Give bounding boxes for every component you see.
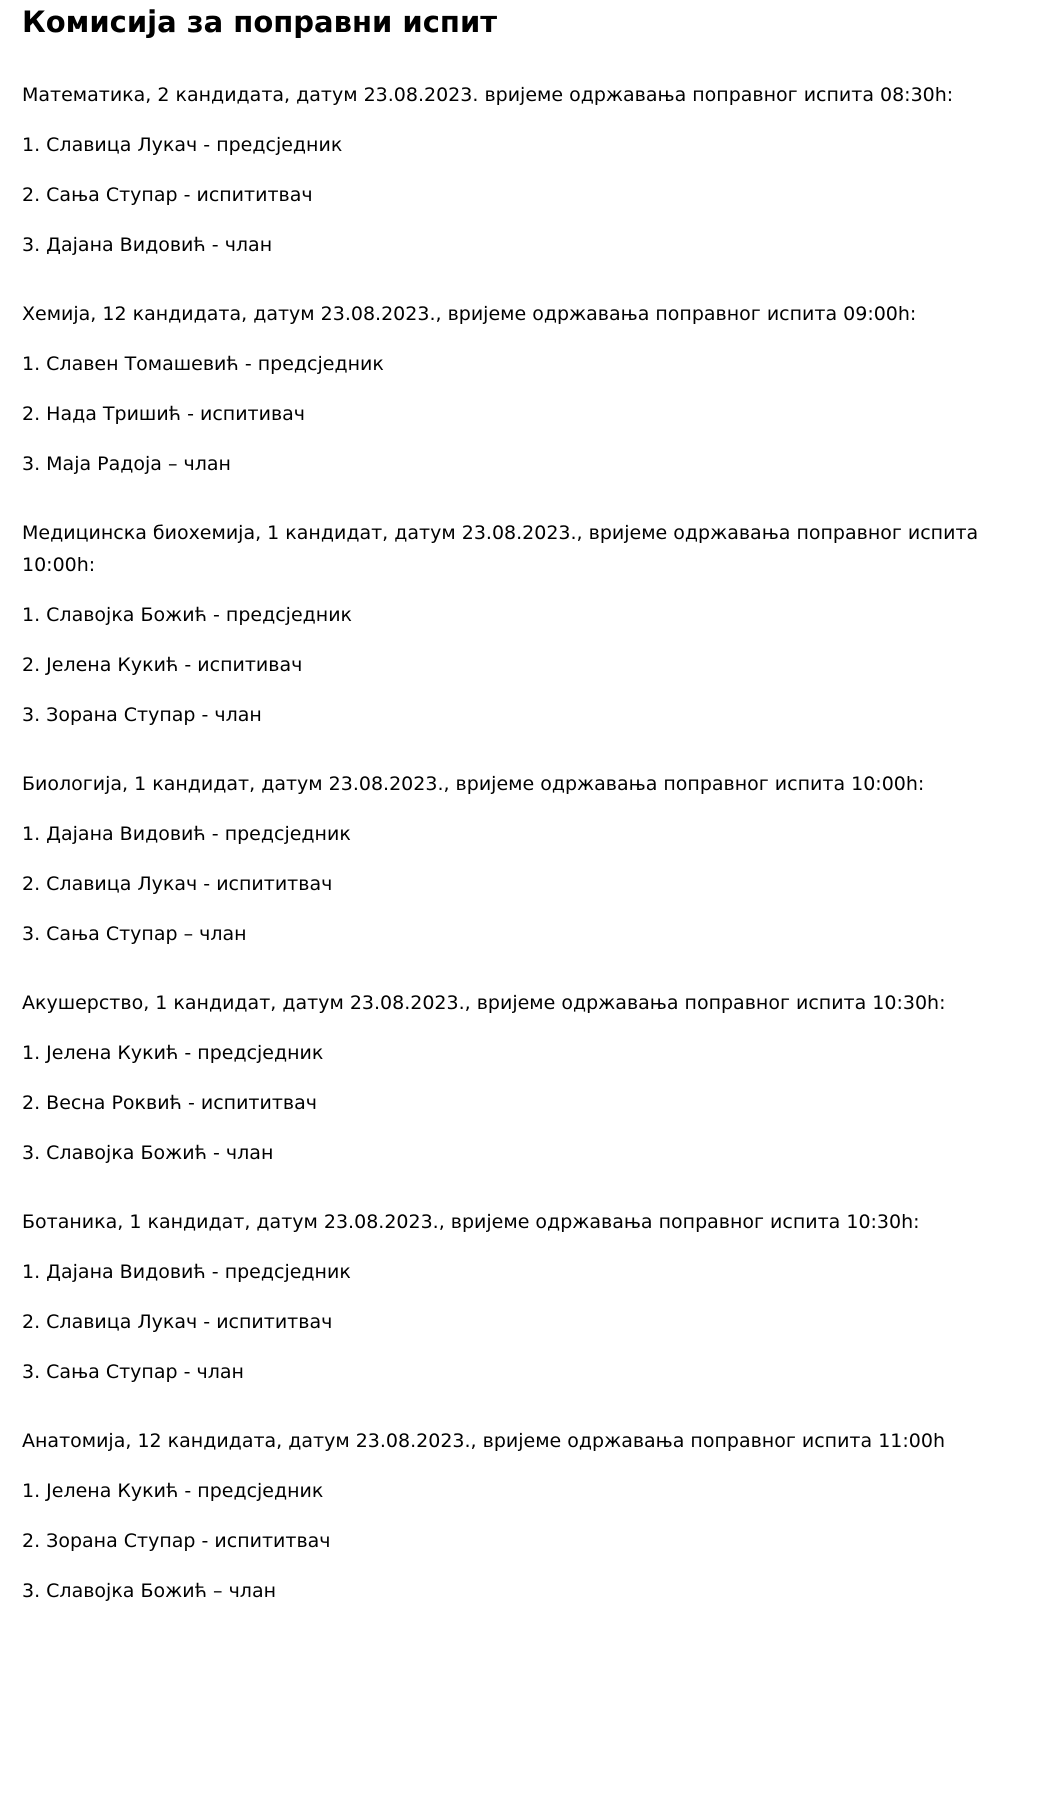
exam-section-botany	[22, 1206, 1025, 1388]
exam-section-biology	[22, 768, 1025, 950]
section-heading: Медицинска биохемија, 1 кандидат, датум 23.08.2023., вријеме одржавања поправног испита 10:00h:	[22, 522, 979, 576]
committee-member: 2. Јелена Кукић - испитивач	[22, 654, 303, 676]
committee-member: 2. Славица Лукач - испититвач	[22, 1311, 333, 1333]
committee-member: 3. Сања Ступар - члан	[22, 1361, 244, 1383]
committee-member: 2. Зорана Ступар - испититвач	[22, 1530, 331, 1552]
committee-member: 3. Маја Радоја – члан	[22, 453, 231, 475]
section-heading: Ботаника, 1 кандидат, датум 23.08.2023., вријеме одржавања поправног испита 10:30h:	[22, 1211, 920, 1233]
committee-member: 1. Јелена Кукић - предсједник	[22, 1042, 324, 1064]
committee-member: 2. Сања Ступар - испититвач	[22, 184, 313, 206]
committee-member: 1. Славојка Божић - предсједник	[22, 604, 353, 626]
committee-member: 1. Дајана Видовић - предсједник	[22, 1261, 351, 1283]
section-heading: Анатомија, 12 кандидата, датум 23.08.2023., вријеме одржавања поправног испита 11:00h	[22, 1430, 945, 1452]
section-heading: Математика, 2 кандидата, датум 23.08.2023. вријеме одржавања поправног испита 08:30h:	[22, 84, 954, 106]
committee-member: 2. Славица Лукач - испититвач	[22, 873, 333, 895]
page-title: Комисија за поправни испит	[22, 5, 498, 39]
committee-member: 3. Славојка Божић – члан	[22, 1580, 277, 1602]
section-heading: Хемија, 12 кандидата, датум 23.08.2023., вријеме одржавања поправног испита 09:00h:	[22, 303, 917, 325]
committee-member: 3. Дајана Видовић - члан	[22, 234, 273, 256]
section-heading: Акушерство, 1 кандидат, датум 23.08.2023., вријеме одржавања поправног испита 10:30h:	[22, 992, 946, 1014]
committee-member: 3. Сања Ступар – члан	[22, 923, 247, 945]
exam-section-mathematics	[22, 79, 1025, 261]
committee-member: 1. Дајана Видовић - предсједник	[22, 823, 351, 845]
committee-member: 1. Славен Томашевић - предсједник	[22, 353, 384, 375]
exam-section-chemistry	[22, 298, 1025, 480]
committee-member: 1. Јелена Кукић - предсједник	[22, 1480, 324, 1502]
committee-member: 1. Славица Лукач - предсједник	[22, 134, 343, 156]
committee-member: 3. Зорана Ступар - члан	[22, 704, 262, 726]
committee-member: 3. Славојка Божић - члан	[22, 1142, 274, 1164]
committee-member: 2. Нада Тришић - испитивач	[22, 403, 306, 425]
section-heading: Биологија, 1 кандидат, датум 23.08.2023., вријеме одржавања поправног испита 10:00h:	[22, 773, 925, 795]
exam-section-obstetrics	[22, 987, 1025, 1169]
exam-section-anatomy	[22, 1425, 1025, 1607]
committee-member: 2. Весна Роквић - испититвач	[22, 1092, 317, 1114]
exam-section-medical-biochemistry	[22, 517, 1025, 731]
